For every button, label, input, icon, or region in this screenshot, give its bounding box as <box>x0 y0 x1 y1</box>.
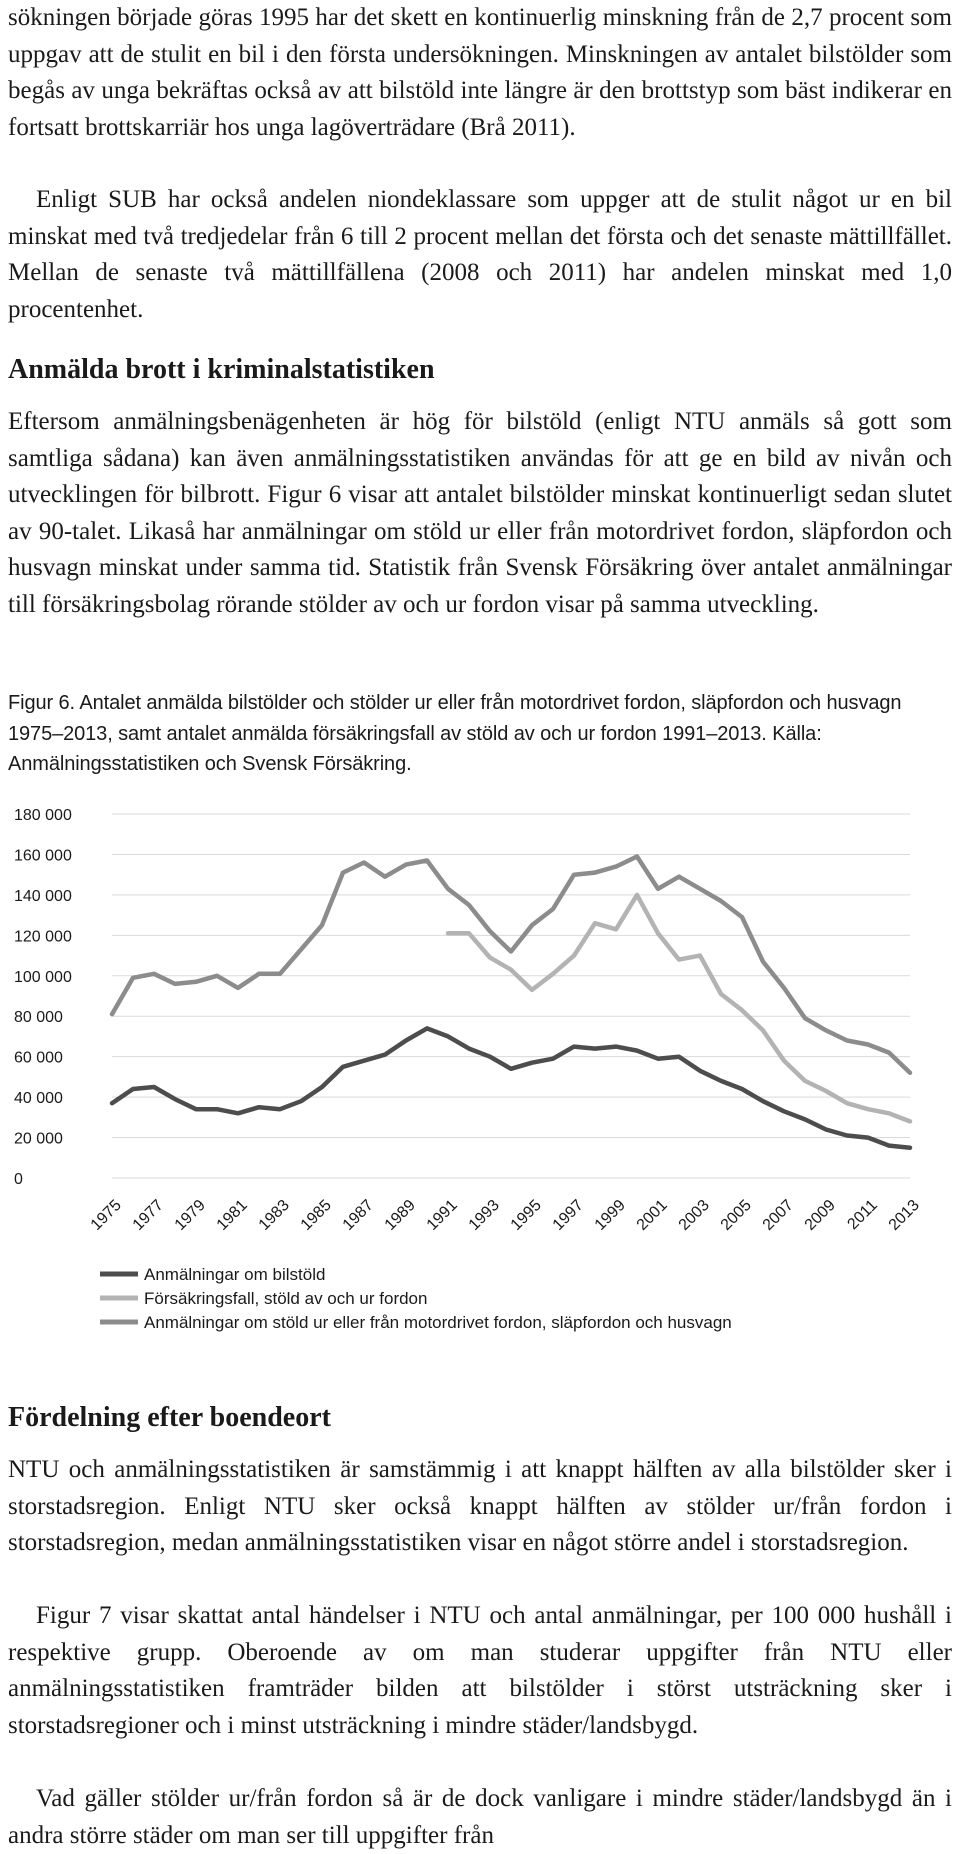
x-tick-label: 2007 <box>759 1196 797 1234</box>
chart-legend <box>100 1265 732 1332</box>
x-tick-label: 1985 <box>297 1196 335 1234</box>
y-tick-label: 180 000 <box>14 807 72 824</box>
intro-paragraph: sökningen började göras 1995 har det skett en kontinuerlig minskning från de 2,7 procent som uppgav att de stulit en bil i den första undersökningen. Minskningen av antalet bilstölder som begås av unga bekräftas också av att bilstöld inte längre är den brottstyp som bäst indikerar en fortsatt brottskarriär hos unga lagöverträdare (Brå 2011). <box>8 4 952 141</box>
x-tick-label: 2013 <box>885 1196 923 1234</box>
x-tick-label: 1993 <box>465 1196 503 1234</box>
x-tick-label: 1997 <box>549 1196 587 1234</box>
section-heading-fordelning: Fördelning efter boendeort <box>8 1402 331 1433</box>
y-tick-label: 0 <box>14 1171 23 1188</box>
y-tick-label: 20 000 <box>14 1130 63 1148</box>
chart-series <box>112 857 910 1148</box>
chart-y-axis <box>14 807 72 1188</box>
x-tick-label: 2003 <box>675 1196 713 1234</box>
y-tick-label: 60 000 <box>14 1049 63 1067</box>
x-tick-label: 1999 <box>591 1196 629 1234</box>
series-line-1 <box>112 1028 910 1147</box>
section-paragraph-fordelning-3: Vad gäller stölder ur/från fordon så är de dock vanligare i mindre städer/landsbygd än i andra större städer om man ser till uppgifter från <box>8 1785 952 1849</box>
y-tick-label: 40 000 <box>14 1090 63 1108</box>
figure-6-line-chart <box>0 796 960 1356</box>
x-tick-label: 1975 <box>87 1196 125 1234</box>
sub-paragraph: Enligt SUB har också andelen niondeklassare som uppger att de stulit något ur en bil minskat med två tredjedelar från 6 till 2 procent mellan det första och det senaste mättillfället. Mellan de senaste två mättillfällena (2008 och 2011) har andelen minskat med 1,0 procentenhet. <box>8 186 952 323</box>
y-tick-label: 100 000 <box>14 968 72 986</box>
x-tick-label: 1989 <box>381 1196 419 1234</box>
x-tick-label: 2011 <box>844 1196 881 1234</box>
x-tick-label: 1983 <box>255 1196 293 1234</box>
x-tick-label: 1987 <box>339 1196 377 1234</box>
x-tick-label: 1981 <box>213 1196 251 1234</box>
legend-label-3: Anmälningar om stöld ur eller från motordrivet fordon, släpfordon och husvagn <box>144 1313 732 1332</box>
chart-x-axis <box>88 1197 923 1234</box>
series-line-3 <box>112 857 910 1073</box>
section-heading-anmalda-brott: Anmälda brott i kriminalstatistiken <box>8 354 435 385</box>
legend-label-1: Anmälningar om bilstöld <box>144 1265 326 1284</box>
x-tick-label: 2009 <box>801 1196 839 1234</box>
y-tick-label: 140 000 <box>14 887 72 905</box>
figure-caption: Figur 6. Antalet anmälda bilstölder och stölder ur eller från motordrivet fordon, släpfordon och husvagn 1975–2013, samt antalet anmälda försäkringsfall av stöld av och ur fordon 1991–2013. Källa: Anmälningsstatistiken och Svensk Försäkring. <box>8 692 902 775</box>
x-tick-label: 2001 <box>633 1196 671 1234</box>
y-tick-label: 120 000 <box>14 928 72 946</box>
x-tick-label: 2005 <box>717 1196 755 1234</box>
x-tick-label: 1977 <box>129 1196 167 1234</box>
x-tick-label: 1995 <box>507 1196 545 1234</box>
series-line-2 <box>448 895 910 1122</box>
y-tick-label: 80 000 <box>14 1009 63 1027</box>
legend-label-2: Försäkringsfall, stöld av och ur fordon <box>144 1289 428 1308</box>
section-paragraph-fordelning-1: NTU och anmälningsstatistiken är samstämmig i att knappt hälften av alla bilstölder sker i storstadsregion. Enligt NTU sker också knappt hälften av stölder ur/från fordon i storstadsregion, medan anmälningsstatistiken visar en något större andel i storstadsregion. <box>8 1456 952 1556</box>
x-tick-label: 1991 <box>423 1196 461 1234</box>
y-tick-label: 160 000 <box>14 847 72 865</box>
section-paragraph-anmalda-brott: Eftersom anmälningsbenägenheten är hög för bilstöld (enligt NTU anmäls så gott som samtliga sådana) kan även anmälningsstatistiken användas för att ge en bild av nivån och utvecklingen för bilbrott. Figur 6 visar att antalet bilstölder minskat kontinuerligt sedan slutet av 90-talet. Likaså har anmälningar om stöld ur eller från motordrivet fordon, släpfordon och husvagn minskat under samma tid. Statistik från Svensk Försäkring över antalet anmälningar till försäkringsbolag rörande stölder av och ur fordon visar på samma utveckling. <box>8 408 952 618</box>
section-paragraph-fordelning-2: Figur 7 visar skattat antal händelser i NTU och antal anmälningar, per 100 000 hushåll i respektive grupp. Oberoende av om man studerar uppgifter från NTU eller anmälningsstatistiken framträder bilden att bilstölder i störst utsträckning sker i storstadsregioner och i minst utsträckning i mindre städer/landsbygd. <box>8 1602 952 1739</box>
x-tick-label: 1979 <box>171 1196 209 1234</box>
